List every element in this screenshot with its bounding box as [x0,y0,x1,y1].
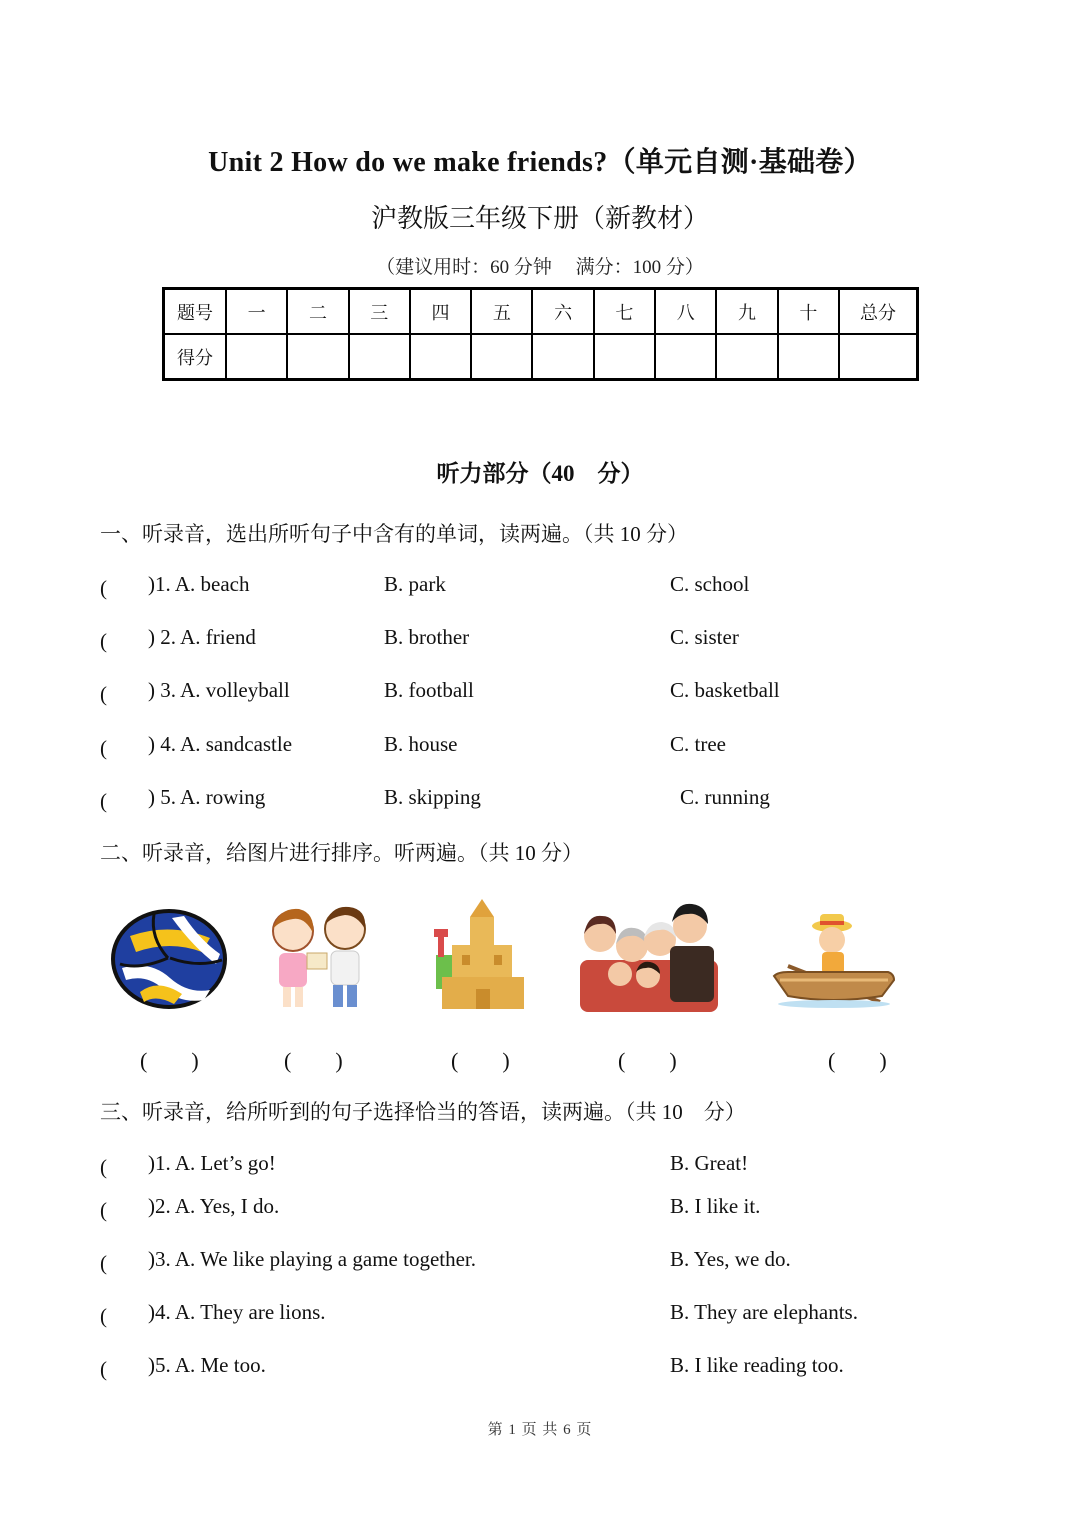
answer-bracket[interactable]: ( [100,1155,149,1179]
q1-item [100,732,980,762]
score-input-cell[interactable] [226,334,287,380]
score-cell: 六 [532,289,593,335]
rowing-boy-picture [768,910,898,1010]
score-input-cell[interactable] [349,334,410,380]
listening-section-title: 听力部分（40 分） [436,461,644,486]
score-header-row [164,289,918,335]
option-b: B. skipping [384,785,481,809]
score-input-cell[interactable] [778,334,839,380]
option-b: B. I like reading too. [670,1353,844,1377]
q1-item [100,785,980,815]
answer-bracket[interactable]: ( [100,1357,149,1381]
score-cell: 总分 [839,289,918,335]
q2-heading: 二、听录音，给图片进行排序。听两遍。（共 10 分） [100,841,583,865]
score-cell: 二 [287,289,348,335]
option-a: )2. A. Yes, I do. [148,1194,280,1218]
option-c: C. basketball [670,678,780,702]
friends-picture [265,903,377,1013]
score-input-cell[interactable] [594,334,655,380]
score-input-cell[interactable] [716,334,777,380]
q3-item [100,1353,980,1383]
score-cell: 七 [594,289,655,335]
score-input-cell[interactable] [532,334,593,380]
score-input-cell[interactable] [839,334,918,380]
score-value-row [164,334,918,380]
option-c: C. tree [670,732,726,756]
answer-bracket[interactable]: ( [100,682,149,706]
option-b: B. football [384,678,474,702]
option-a: ) 2. A. friend [148,625,256,649]
option-a: ) 4. A. sandcastle [148,732,293,756]
score-cell: 一 [226,289,287,335]
order-blank[interactable]: ( ) [451,1048,510,1073]
answer-bracket[interactable]: ( [100,629,149,653]
option-a: )4. A. They are lions. [148,1300,326,1324]
score-input-cell[interactable] [655,334,716,380]
option-a: )3. A. We like playing a game together. [148,1247,477,1271]
score-cell: 五 [471,289,532,335]
option-c: C. sister [670,625,739,649]
family-picture [580,900,718,1012]
order-blank[interactable]: ( ) [284,1048,343,1073]
q1-item [100,625,980,655]
option-b: B. They are elephants. [670,1300,858,1324]
score-input-cell[interactable] [287,334,348,380]
answer-bracket[interactable]: ( [100,1251,149,1275]
answer-bracket[interactable]: ( [100,1304,149,1328]
order-blank[interactable]: ( ) [140,1048,199,1073]
score-cell: 题号 [164,289,227,335]
option-a: ) 3. A. volleyball [148,678,290,702]
score-cell: 三 [349,289,410,335]
picture-row [100,895,980,1015]
q1-item [100,572,980,602]
answer-bracket[interactable]: ( [100,1198,149,1222]
option-b: B. I like it. [670,1194,761,1218]
exam-subtitle: 沪教版三年级下册（新教材） [370,204,709,233]
score-table [162,287,919,381]
score-label: 得分 [164,334,227,380]
q3-item [100,1300,980,1330]
answer-bracket[interactable]: ( [100,736,149,760]
option-c: C. running [680,785,770,809]
score-cell: 九 [716,289,777,335]
score-cell: 十 [778,289,839,335]
volleyball-picture [110,908,228,1010]
score-input-cell[interactable] [410,334,471,380]
exam-title: Unit 2 How do we make friends?（单元自测·基础卷） [208,147,872,178]
page-footer: 第 1 页 共 6 页 [487,1422,593,1438]
option-b: B. Yes, we do. [670,1247,791,1271]
q3-item [100,1247,980,1277]
q3-item [100,1151,980,1181]
order-blank[interactable]: ( ) [828,1048,887,1073]
q1-item [100,678,980,708]
option-a: )1. A. beach [148,572,250,596]
option-a: ) 5. A. rowing [148,785,266,809]
sandcastle-picture [432,895,528,1013]
option-a: )1. A. Let’s go! [148,1151,276,1175]
option-b: B. brother [384,625,470,649]
score-cell: 四 [410,289,471,335]
exam-info: （建议用时：60 分钟 满分：100 分） [376,257,704,278]
q3-heading: 三、听录音，给所听到的句子选择恰当的答语，读两遍。（共 10 分） [100,1100,746,1124]
option-a: )5. A. Me too. [148,1353,266,1377]
answer-bracket[interactable]: ( [100,789,149,813]
option-c: C. school [670,572,750,596]
option-b: B. house [384,732,458,756]
q3-item [100,1194,980,1224]
option-b: B. park [384,572,446,596]
score-input-cell[interactable] [471,334,532,380]
option-b: B. Great! [670,1151,749,1175]
answer-bracket[interactable]: ( [100,576,149,600]
score-cell: 八 [655,289,716,335]
order-blank[interactable]: ( ) [618,1048,677,1073]
q1-heading: 一、听录音，选出所听句子中含有的单词，读两遍。（共 10 分） [100,522,688,546]
